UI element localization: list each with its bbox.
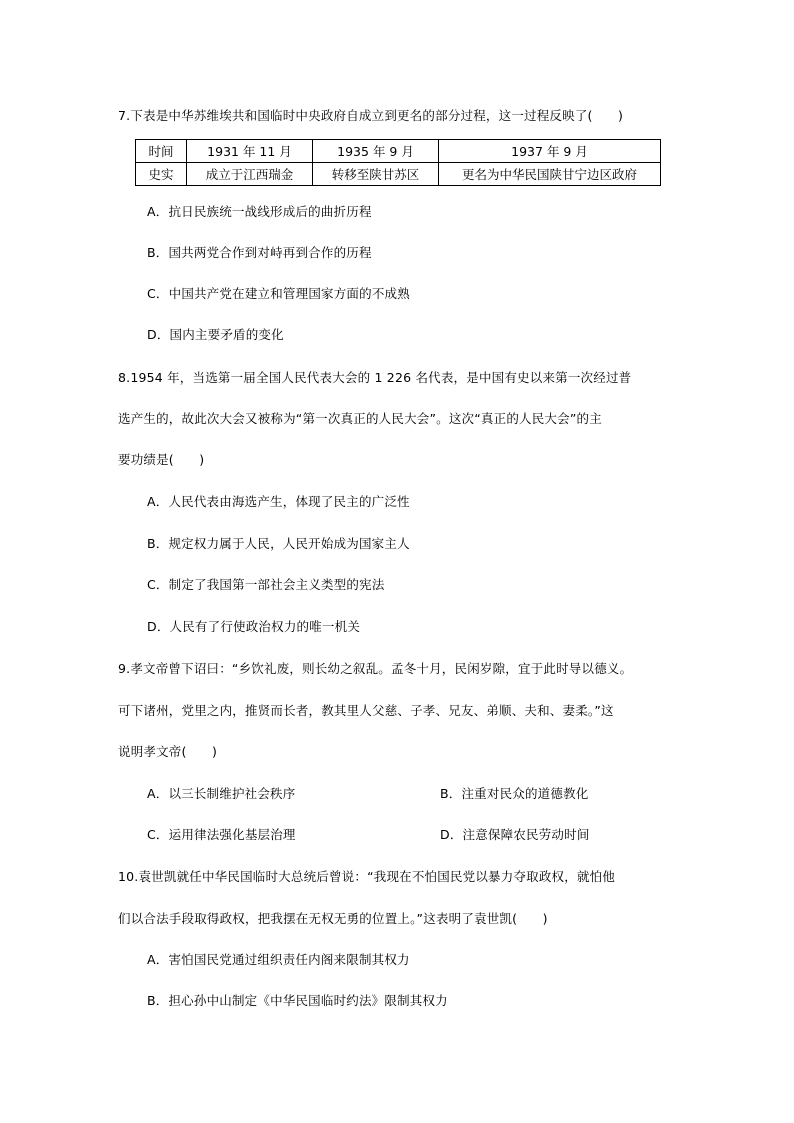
table-cell: 史实	[136, 163, 187, 186]
q8-option-d: D．人民有了行使政治权力的唯一机关	[147, 619, 361, 634]
q9-option-a: A．以三长制维护社会秩序	[147, 786, 296, 801]
table-cell: 1937 年 9 月	[439, 140, 661, 163]
table-cell: 成立于江西瑞金	[187, 163, 313, 186]
table-cell: 更名为中华民国陕甘宁边区政府	[439, 163, 661, 186]
table-row	[136, 163, 661, 186]
q9-stem-line: 可下诸州，党里之内，推贤而长者，教其里人父慈、子孝、兄友、弟顺、夫和、妻柔。”这	[118, 703, 614, 718]
table-cell: 1935 年 9 月	[313, 140, 439, 163]
q7-option-d: D．国内主要矛盾的变化	[147, 327, 284, 342]
table-cell: 转移至陕甘苏区	[313, 163, 439, 186]
q7-option-b: B．国共两党合作到对峙再到合作的历程	[147, 245, 372, 260]
q10-option-a: A．害怕国民党通过组织责任内阁来限制其权力	[147, 952, 410, 967]
q10-stem-line: 们以合法手段取得政权，把我摆在无权无勇的位置上。”这表明了袁世凯( )	[118, 911, 548, 926]
q7-option-a: A．抗日民族统一战线形成后的曲折历程	[147, 204, 372, 219]
q10-stem-line: 10.袁世凯就任中华民国临时大总统后曾说：“我现在不怕国民党以暴力夺取政权，就怕他	[118, 869, 616, 884]
q9-option-b: B．注重对民众的道德教化	[440, 786, 589, 801]
q8-stem-line: 8.1954 年，当选第一届全国人民代表大会的 1 226 名代表，是中国有史以来第一次经过普	[118, 370, 632, 385]
q7-table	[135, 139, 661, 186]
q9-stem-line: 说明孝文帝( )	[118, 744, 218, 759]
q7-stem: 7.下表是中华苏维埃共和国临时中央政府自成立到更名的部分过程，这一过程反映了( )	[118, 108, 624, 123]
table-row	[136, 140, 661, 163]
q7-option-c: C．中国共产党在建立和管理国家方面的不成熟	[147, 286, 410, 301]
q9-stem-line: 9.孝文帝曾下诏曰：“乡饮礼废，则长幼之叙乱。孟冬十月，民闲岁隙，宜于此时导以德义。	[118, 661, 633, 676]
q8-option-a: A．人民代表由海选产生，体现了民主的广泛性	[147, 494, 410, 509]
q8-option-c: C．制定了我国第一部社会主义类型的宪法	[147, 577, 385, 592]
q10-option-b: B．担心孙中山制定《中华民国临时约法》限制其权力	[147, 993, 448, 1008]
table-cell: 时间	[136, 140, 187, 163]
table-cell: 1931 年 11 月	[187, 140, 313, 163]
q9-option-d: D．注意保障农民劳动时间	[440, 827, 590, 842]
q8-option-b: B．规定权力属于人民，人民开始成为国家主人	[147, 536, 410, 551]
q8-stem-line: 选产生的，故此次大会又被称为“第一次真正的人民大会”。这次“真正的人民大会”的主	[118, 411, 602, 426]
q8-stem-line: 要功绩是( )	[118, 452, 205, 467]
q9-option-c: C．运用律法强化基层治理	[147, 827, 296, 842]
